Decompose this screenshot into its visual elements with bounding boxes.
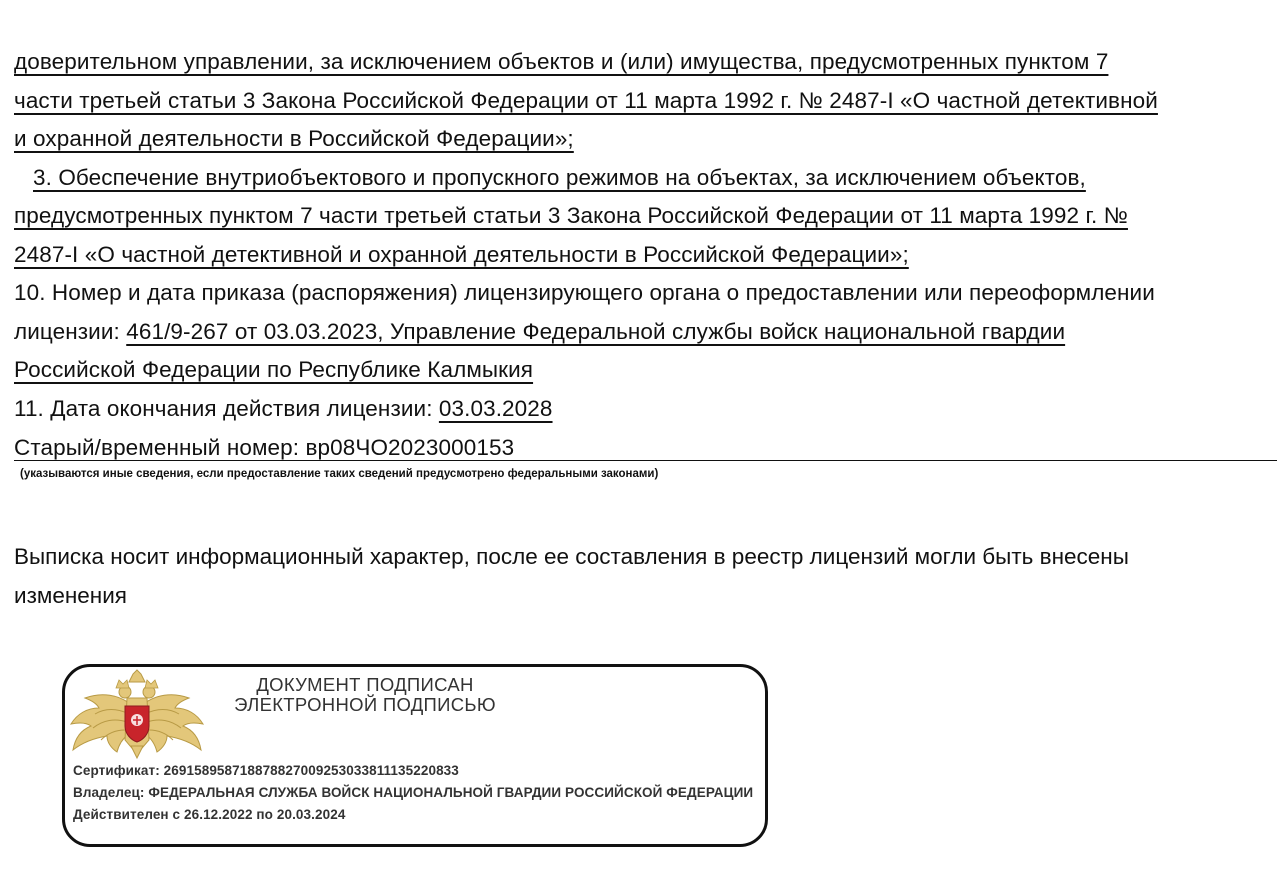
- license-order-item-10: [14, 274, 1276, 390]
- disclaimer-line: изменения: [14, 582, 127, 608]
- item3-line: 2487-I «О частной детективной и охранной деятельности в Российской Федерации»;: [14, 241, 909, 267]
- old-number-text: Старый/временный номер: вр08ЧО2023000153: [14, 434, 515, 460]
- stamp-subtitle: ЭЛЕКТРОННОЙ ПОДПИСЬЮ: [234, 694, 496, 715]
- disclaimer: [14, 538, 1276, 615]
- item10-label-cont: лицензии:: [14, 318, 120, 344]
- continuation-line: и охранной деятельности в Российской Федерации»;: [14, 126, 574, 151]
- license-activity-continuation: [14, 43, 1276, 159]
- item10-order-value-cont: Российской Федерации по Республике Калмыкия: [14, 357, 534, 382]
- item10-label: 10. Номер и дата приказа (распоряжения) лицензирующего органа о предоставлении или переоформлении: [14, 280, 1155, 305]
- license-activity-item-3: [14, 159, 1276, 275]
- item11-expiry-date: 03.03.2028: [438, 396, 553, 421]
- license-expiry-item-11: [14, 390, 1276, 429]
- stamp-title: ДОКУМЕНТ ПОДПИСАН: [256, 674, 474, 695]
- electronic-signature-stamp: [62, 664, 768, 847]
- field-underline-divider: [14, 460, 1277, 461]
- certificate-number: Сертификат: 269158958718878827009253033811135220833: [73, 763, 459, 778]
- old-temporary-number: [14, 429, 1276, 468]
- item3-line: предусмотренных пунктом 7 части третьей статьи 3 Закона Российской Федерации от 11 марта 1992 г. №: [14, 203, 1128, 228]
- certificate-owner: Владелец: ФЕДЕРАЛЬНАЯ СЛУЖБА ВОЙСК НАЦИОНАЛЬНОЙ ГВАРДИИ РОССИЙСКОЙ ФЕДЕРАЦИИ: [73, 785, 754, 800]
- item10-order-value: 461/9-267 от 03.03.2023, Управление Федеральной службы войск национальной гвардии: [126, 318, 1066, 344]
- certificate-validity: Действителен с 26.12.2022 по 20.03.2024: [73, 807, 346, 822]
- continuation-line: части третьей статьи 3 Закона Российской Федерации от 11 марта 1992 г. № 2487-I «О частной детективной: [14, 87, 1158, 113]
- continuation-line: доверительном управлении, за исключением объектов и (или) имущества, предусмотренных пунктом 7: [14, 49, 1109, 74]
- item3-line: 3. Обеспечение внутриобъектового и пропускного режимов на объектах, за исключением объектов,: [33, 164, 1086, 190]
- item11-label: 11. Дата окончания действия лицензии:: [14, 396, 433, 421]
- rosgvardia-eagle-emblem-icon: [67, 668, 207, 760]
- field-note: (указываются иные сведения, если предоставление таких сведений предусмотрено федеральными законами): [20, 468, 659, 480]
- disclaimer-line: Выписка носит информационный характер, после ее составления в реестр лицензий могли быть внесены: [14, 544, 1129, 569]
